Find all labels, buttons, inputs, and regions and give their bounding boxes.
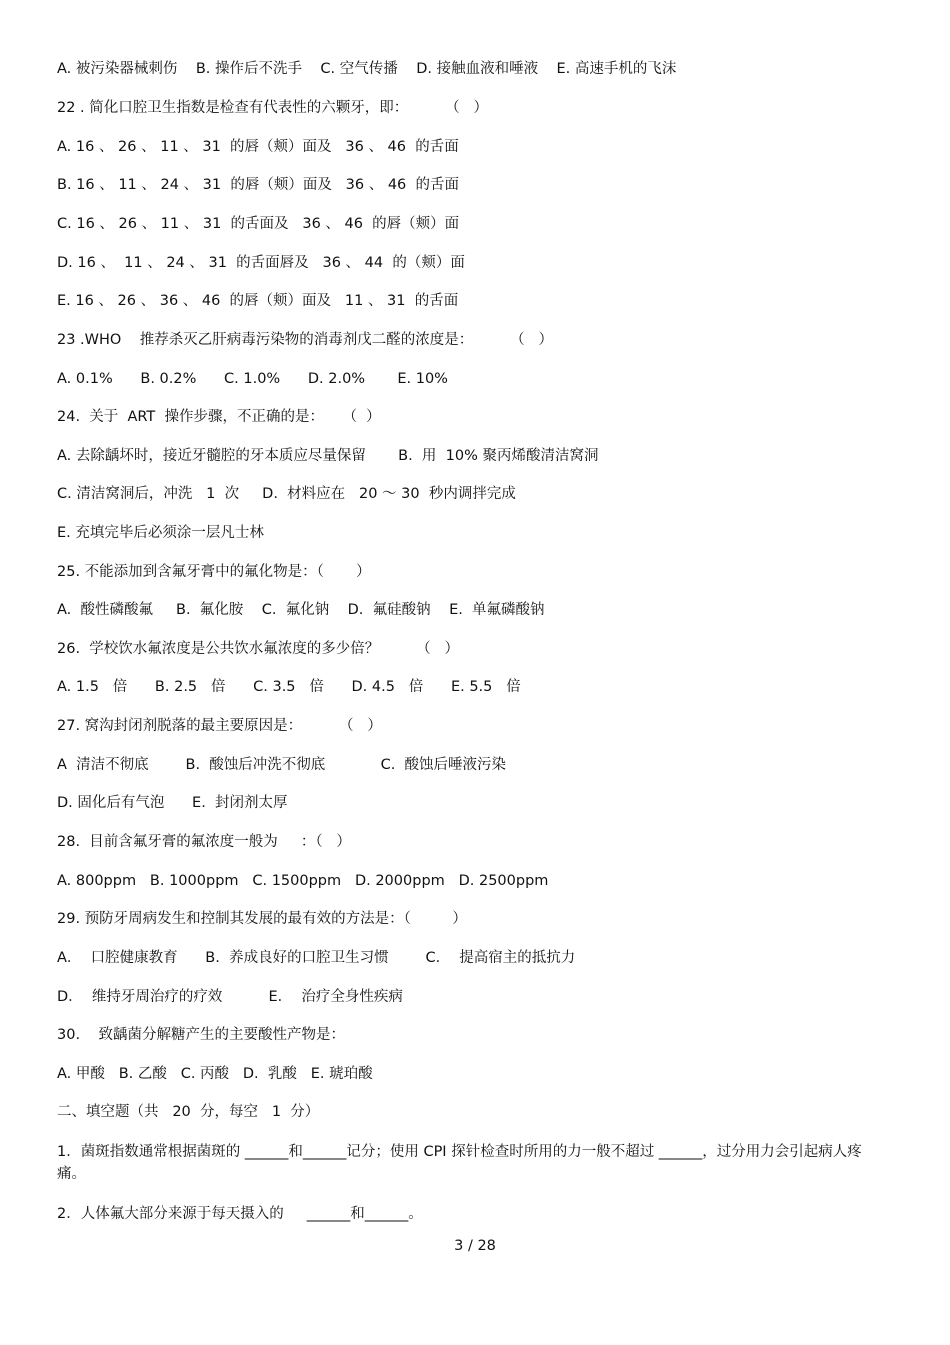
q27-stem: 27. 窝沟封闭剂脱落的最主要原因是： （ ）: [57, 718, 382, 734]
q22-option-b: B. 16 、 11 、 24 、 31 的唇（颊）面及 36 、 46 的舌面: [57, 177, 460, 193]
q21-options: A. 被污染器械刺伤 B. 操作后不洗手 C. 空气传播 D. 接触血液和唾液 E. 高速手机的飞沫: [57, 61, 677, 77]
q24-stem: 24. 关于 ART 操作步骤，不正确的是： （ ）: [57, 409, 381, 425]
q22-stem: 22 . 简化口腔卫生指数是检查有代表性的六颗牙，即： （ ）: [57, 100, 488, 116]
q24-options-cd: C. 清洁窝洞后，冲洗 1 次 D. 材料应在 20 ～ 30 秒内调拌完成: [57, 486, 516, 502]
q30-stem: 30. 致龋菌分解糖产生的主要酸性产物是：: [57, 1027, 345, 1043]
q25-stem: 25. 不能添加到含氟牙膏中的氟化物是：（ ）: [57, 564, 371, 580]
q24-option-e: E. 充填完毕后必须涂一层凡士林: [57, 525, 264, 541]
q28-stem: 28. 目前含氟牙膏的氟浓度一般为 ：（ ）: [57, 834, 351, 850]
q27-options-abc: A 清洁不彻底 B. 酸蚀后冲洗不彻底 C. 酸蚀后唾液污染: [57, 757, 507, 773]
fill-in-question-2: 2．人体氟大部分来源于每天摄入的 ______和______。: [57, 1206, 423, 1222]
q30-options: A. 甲酸 B. 乙酸 C. 丙酸 D. 乳酸 E. 琥珀酸: [57, 1066, 373, 1082]
q29-stem: 29. 预防牙周病发生和控制其发展的最有效的方法是：（ ）: [57, 911, 467, 927]
q29-options-abc: A． 口腔健康教育 B. 养成良好的口腔卫生习惯 C． 提高宿主的抵抗力: [57, 950, 576, 966]
q25-options: A. 酸性磷酸氟 B. 氟化胺 C. 氟化钠 D. 氟硅酸钠 E. 单氟磷酸钠: [57, 602, 545, 618]
q23-stem: 23 .WHO 推荐杀灭乙肝病毒污染物的消毒剂戊二醛的浓度是： （ ）: [57, 332, 553, 348]
q23-options: A. 0.1% B. 0.2% C. 1.0% D. 2.0% E. 10%: [57, 371, 448, 387]
q22-option-c: C. 16 、 26 、 11 、 31 的舌面及 36 、 46 的唇（颊）面: [57, 216, 460, 232]
fill-in-question-1: 1．菌斑指数通常根据菌斑的 ______和______记分；使用 CPI 探针检查时所用的力一般不超过 ______，过分用力会引起病人疼痛。: [57, 1144, 862, 1182]
q22-option-e: E. 16 、 26 、 36 、 46 的唇（颊）面及 11 、 31 的舌面: [57, 293, 459, 309]
q26-options: A. 1.5 倍 B. 2.5 倍 C. 3.5 倍 D. 4.5 倍 E. 5.5 倍: [57, 679, 521, 695]
page-number: 3 / 28: [454, 1238, 496, 1254]
section-heading-fill-in: 二、填空题（共 20 分，每空 1 分）: [57, 1104, 320, 1120]
q22-option-a: A. 16 、 26 、 11 、 31 的唇（颊）面及 36 、 46 的舌面: [57, 139, 459, 155]
q28-options: A. 800ppm B. 1000ppm C. 1500ppm D. 2000ppm D. 2500ppm: [57, 873, 549, 889]
q27-options-de: D. 固化后有气泡 E. 封闭剂太厚: [57, 795, 288, 811]
q29-options-de: D． 维持牙周治疗的疗效 E． 治疗全身性疾病: [57, 989, 403, 1005]
q22-option-d: D. 16 、 11 、 24 、 31 的舌面唇及 36 、 44 的（颊）面: [57, 255, 465, 271]
q24-options-ab: A. 去除龋坏时，接近牙髓腔的牙本质应尽量保留 B. 用 10% 聚丙烯酸清洁窝洞: [57, 448, 599, 464]
q26-stem: 26. 学校饮水氟浓度是公共饮水氟浓度的多少倍？ （ ）: [57, 641, 459, 657]
